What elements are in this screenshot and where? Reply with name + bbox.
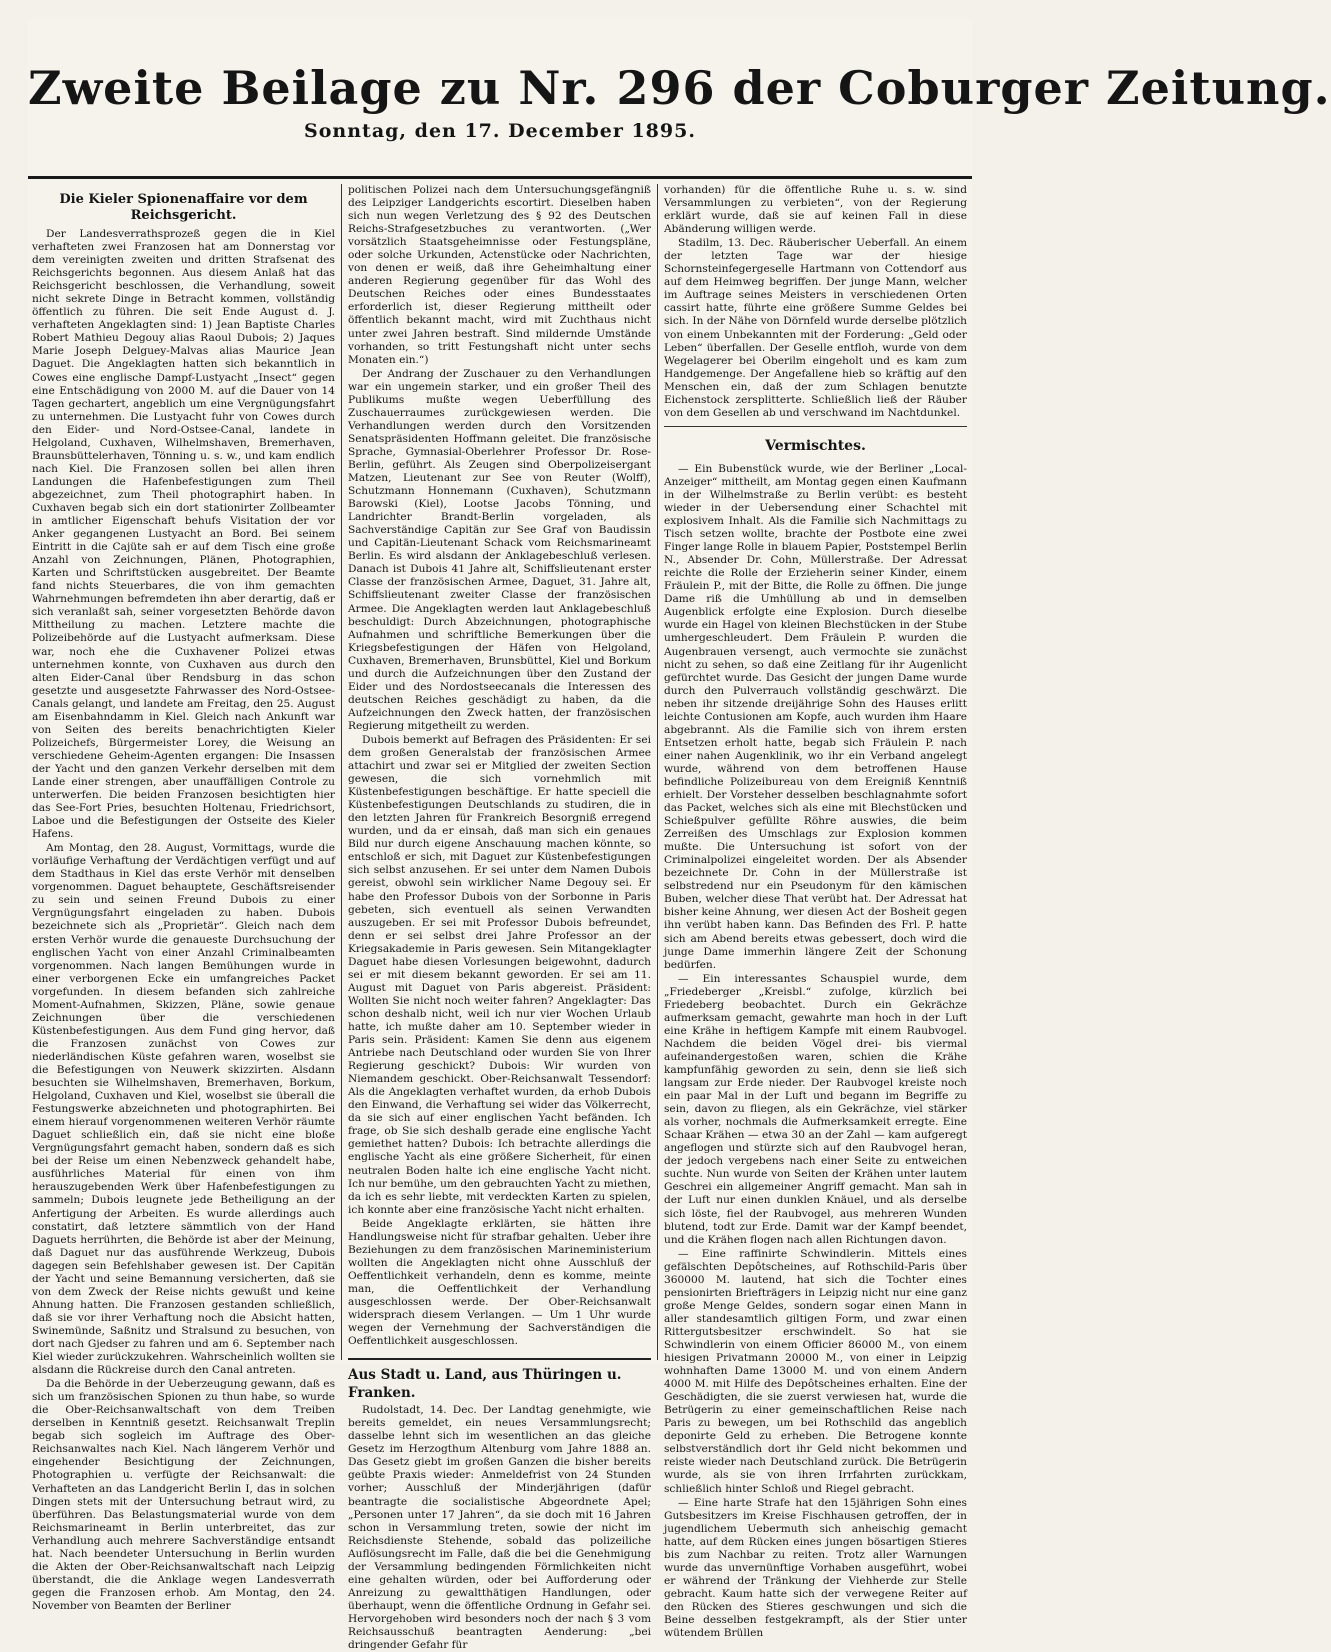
section-heading-regional: Aus Stadt u. Land, aus Thüringen u. Franken. (348, 1358, 651, 1402)
article-paragraph: Der Landesverrathsprozeß gegen die in Kiel verhafteten zwei Franzosen hat am Donnerstag vor dem vereinigten zweiten und dritten Strafsenat des Reichsgerichts begonnen. Aus diesem Anlaß hat das Reichsgericht beschlossen, die Verhandlung, soweit nicht sekrete Dinge in Betracht kommen, vollständig öffentlich zu führen. Die seit Ende August d. J. verhafteten Angeklagten sind: 1) Jean Baptiste Charles Robert Mathieu Degouy alias Raoul Dubois; 2) Jaques Marie Joseph Delguey-Malvas alias Maurice Jean Daguet. Die Angeklagten hatten sich bekanntlich in Cowes eine englische Dampf-Lustyacht „Insect“ gegen eine Entschädigung von 2000 M. auf die Dauer von 14 Tagen gechartert, angeblich um eine Vergnügungsfahrt zu unternehmen. Die Lustyacht fuhr von Cowes durch den Eider- und Nord-Ostsee-Canal, landete in Helgoland, Cuxhaven, Wilhelmshaven, Bremerhaven, Braunsbüttelerhaven, Tönning u. s. w., und kam endlich nach Kiel. Die Franzosen sollen bei allen ihren Landungen die Hafenbefestigungen zum Theil abgezeichnet, zum Theil photographirt haben. In Cuxhaven begab sich ein dort stationirter Zollbeamter in amtlicher Eigenschaft behufs Visitation der vor Anker gegangenen Lustyacht an Bord. Bei seinem Eintritt in die Cajüte sah er auf dem Tisch eine große Anzahl von Zeichnungen, Plänen, Photographien, Karten und Schriftstücken ausgebreitet. Der Beamte fand nichts Steuerbares, die von ihm gemachten Wahrnehmungen befremdeten ihn aber derartig, daß er sich veranlaßt sah, seiner vorgesetzten Behörde davon Mittheilung zu machen. Letztere machte die Polizeibehörde auf die Lustyacht aufmerksam. Diese war, noch ehe die Cuxhavener Polizei etwas unternehmen konnte, von Cuxhaven aus durch den alten Eider-Canal über Rendsburg in das schon gesetzte und ausgesetzte Fahrwasser des Nord-Ostsee-Canals gelangt, und landete am Freitag, den 25. August am Eisenbahndamm in Kiel. Gleich nach Ankunft war von Seiten des bereits benachrichtigten Kieler Polizeichefs, Bürgermeister Lorey, die Weisung an verschiedene Geheim-Agenten ergangen: Die Insassen der Yacht und den ganzen Verkehr derselben mit dem Lande einer strengen, aber unauffälligen Controle zu unterwerfen. Die beiden Franzosen besichtigten hier das See-Fort Pries, besuchten Holtenau, Friedrichsort, Laboe und die Befestigungen der Ostseite des Kieler Hafens. (32, 228, 335, 841)
article-paragraph: vorhanden) für die öffentliche Ruhe u. s. w. sind Versammlungen zu verbieten“, von der Regierung erklärt wurde, daß sie auf keinen Fall in diese Abänderung willigen werde. (664, 184, 967, 236)
article-paragraph: Da die Behörde in der Ueberzeugung gewann, daß es sich um französischen Spionen zu thun habe, so wurde die Ober-Reichsanwaltschaft von dem Treiben derselben in Kenntniß gesetzt. Reichsanwalt Treplin begab sich sogleich im Auftrage des Ober-Reichsanwaltes nach Kiel. Nach längerem Verhör und eingehender Besichtigung der Zeichnungen, Photographien u. verfügte der Reichsanwalt: die Verhafteten an das Landgericht Berlin I, das in solchen Dingen stets mit der Untersuchung betraut wird, zu überführen. Das Belastungsmaterial wurde von dem Reichsmarineamt in Berlin unterbreitet, das zur Verhandlung auch mehrere Sachverständige entsandt hat. Nach beendeter Untersuchung in Berlin wurden die Akten der Ober-Reichsanwaltschaft nach Leipzig überstandt, die die Anklage wegen Landesverrath gegen die Franzosen erhob. Am Montag, den 24. November von Beamten der Berliner (32, 1378, 335, 1612)
article-paragraph: Am Montag, den 28. August, Vormittags, wurde die vorläufige Verhaftung der Verdächtigen verfügt und auf dem Stadthaus in Kiel das erste Verhör mit denselben vorgenommen. Daguet behauptete, Geschäftsreisender zu sein und seinen Freund Dubois zu einer Vergnügungsfahrt eingeladen zu haben. Dubois bezeichnete sich als „Proprietär“. Gleich nach dem ersten Verhör wurde die genaueste Durchsuchung der englischen Yacht von einer Anzahl Criminalbeamten vorgenommen. Nach langen Bemühungen wurde in einer verborgenen Ecke ein umfangreiches Packet vorgefunden. In diesem befanden sich zahlreiche Moment-Aufnahmen, Skizzen, Pläne, sowie genaue Zeichnungen über die verschiedenen Küstenbefestigungen. Aus dem Fund ging hervor, daß die Franzosen zunächst von Cowes zur niederländischen Küste gefahren waren, woselbst sie die Befestigungen von Neuwerk skizzirten. Alsdann besuchten sie Wilhelmshaven, Bremerhaven, Borkum, Helgoland, Cuxhaven und Kiel, woselbst sie überall die Festungswerke abzeichneten und photographirten. Bei einem hierauf vorgenommenen weiteren Verhör räumte Daguet schließlich ein, daß sie nicht eine bloße Vergnügungsfahrt gemacht haben, sondern daß es sich bei der Reise um einen Nebenzweck gehandelt habe, ausführliches Material für einen von ihm herauszugebenden Werk über Hafenbefestigungen zu sammeln; Dubois leugnete jede Betheiligung an der Anfertigung der Arbeiten. Es wurde allerdings auch constatirt, daß letztere sämmtlich von der Hand Daguets herrührten, die Behörde ist aber der Meinung, daß Daguet nur das ausführende Werkzeug, Dubois dagegen sein Befehlshaber gewesen ist. Der Capitän der Yacht und seine Bemannung versicherten, daß sie von dem Zweck der Reise nichts gewußt und keine Ahnung hatten. Die Franzosen gestanden schließlich, daß sie vor ihrer Verhaftung noch die Absicht hatten, Swinemünde, Saßnitz und Stralsund zu besuchen, von dort nach Gjedser zu fahren und am 6. September nach Kiel wieder zurückzukehren. Wahrscheinlich wollten sie alsdann die Rückreise durch den Canal antreten. (32, 842, 335, 1377)
newspaper-page (28, 18, 1331, 1652)
article-paragraph: — Eine harte Strafe hat den 15jährigen Sohn eines Gutsbesitzers im Kreise Fischhausen getroffen, der in jugendlichem Uebermuth sich anheischig gemacht hatte, auf dem Rücken eines jungen bösartigen Stieres bis zum Nachbar zu reiten. Trotz aller Warnungen wurde das unvernünftige Vorhaben ausgeführt, wobei er während der Tränkung der Viehherde zur Stelle gebracht. Kaum hatte sich der verwegene Reiter auf den Rücken des Stieres geschwungen und sich die Beine desselben festgekrampft, als der Stier unter wütendem Brüllen (664, 1496, 967, 1640)
masthead-rule (28, 176, 972, 179)
issue-date: Sonntag, den 17. December 1895. (304, 120, 696, 142)
section-heading-miscellaneous: Vermischtes. (765, 437, 866, 454)
article-paragraph: Beide Angeklagte erklärten, sie hätten ihre Handlungsweise nicht für strafbar gehalten. Ueber ihre Beziehungen zu dem französischen Marineministerium wollten die Angeklagten nicht ohne Ausschluß der Oeffentlichkeit verhandeln, denn es komme, meinte man, die Oeffentlichkeit der Verhandlung ausgeschlossen werde. Der Ober-Reichsanwalt widersprach diesem Verlangen. — Um 1 Uhr wurde wegen der Vernehmung der Sachverständigen die Oeffentlichkeit ausgeschlossen. (348, 1217, 651, 1348)
column-1 (32, 184, 335, 1612)
article-paragraph: Der Andrang der Zuschauer zu den Verhandlungen war ein ungemein starker, und ein großer Theil des Publikums mußte wegen Ueberfüllung des Zuschauerraumes zurückgewiesen werden. Die Verhandlungen werden durch den Vorsitzenden Senatspräsidenten Hoffmann geleitet. Die französische Sprache, Gymnasial-Oberlehrer Professor Dr. Rose-Berlin, geführt. Als Zeugen sind Oberpolizeisergant Matzen, Lieutenant zur See von Reuter (Wolff), Schutzmann Honnemann (Cuxhaven), Schutzmann Barowski (Kiel), Lootse Jacobs Tönning, und Landrichter Brandt-Berlin vorgeladen, als Sachverständige Capitän zur See Graf von Baudissin und Capitän-Lieutenant Schack vom Reichsmarineamt Berlin. Es wird alsdann der Anklagebeschluß verlesen. Danach ist Dubois 41 Jahre alt, Schiffslieutenant erster Classe der französischen Armee, Daguet, 31. Jahre alt, Schiffslieutenant zweiter Classe der französischen Armee. Die Angeklagten werden laut Anklagebeschluß beschuldigt: Durch Abzeichnungen, photographische Aufnahmen und schriftliche Bemerkungen über die Kriegsbefestigungen der Häfen von Helgoland, Cuxhaven, Bremerhaven, Brunsbüttel, Kiel und Borkum und durch die Aufzeichnungen über den Zustand der Eider und des Nordostseecanals die Interessen des deutschen Reiches geschädigt zu haben, da die Aufzeichnungen den Zweck hatten, der französischen Regierung mitgetheilt zu werden. (348, 367, 651, 732)
masthead (28, 58, 1331, 148)
article-paragraph: — Ein Bubenstück wurde, wie der Berliner „Local-Anzeiger“ mittheilt, am Montag gegen einen Kaufmann in der Wilhelmstraße zu Berlin verübt: es besteht wieder in der Uebersendung einer Schachtel mit explosivem Inhalt. Als die Familie sich Nachmittags zu Tisch setzen wollte, brachte der Postbote eine zwei Finger lange Rolle in blauem Papier, Poststempel Berlin N., Absender Dr. Cohn, Müllerstraße. Der Adressat reichte die Rolle der Erzieherin seiner Kinder, einem Fräulein P., mit der Bitte, die Rolle zu öffnen. Die junge Dame riß die Umhüllung ab und in demselben Augenblick erfolgte eine Explosion. Durch dieselbe wurde ein Hagel von kleinen Blechstücken in der Stube umhergeschleudert. Dem Fräulein P. wurden die Augenbrauen versengt, auch vermochte sie zunächst nicht zu sehen, so daß eine Zeitlang für ihr Augenlicht gefürchtet wurde. Das Gesicht der jungen Dame wurde durch den Pulverrauch vollständig geschwärzt. Die neben ihr sitzende dreijährige Sohn des Hauses erlitt leichte Contusionen am Kopfe, auch wurden ihm Haare abgebrannt. Als die Familie sich von ihrem ersten Entsetzen erholt hatte, begab sich Fräulein P. nach einer nahen Augenklinik, wo ihr ein Verband angelegt wurde, während von dem betroffenen Hause befindliche Polizeibureau von dem Ereigniß Kenntniß erhielt. Der Vorsteher desselben beschlagnahmte sofort das Packet, welches sich als eine mit Blechstücken und Schießpulver gefüllte Röhre auswies, die beim Zerreißen des Umschlags zur Explosion kommen mußte. Die Untersuchung ist sofort von der Criminalpolizei eingeleitet worden. Der als Absender bezeichnete Dr. Cohn in der Müllerstraße ist selbstredend nur ein Pseudonym für den kämischen Buben, welcher diese That verübt hat. Der Adressat hat bisher keine Ahnung, wer diesen Act der Bosheit gegen ihn verübt haben kann. Das Befinden des Frl. P. hatte sich am Abend bereits etwas gebessert, doch wird die junge Dame immerhin längere Zeit der Schonung bedürfen. (664, 462, 967, 971)
article-paragraph: — Ein interessantes Schauspiel wurde, dem „Friedeberger „Kreisbl.“ zufolge, kürzlich bei Friedeberg beobachtet. Durch ein Gekrächze aufmerksam gemacht, gewahrte man hoch in der Luft eine Krähe in heftigem Kampfe mit einem Raubvogel. Nachdem die beiden Vögel drei- bis viermal aufeinandergestoßen waren, schien die Krähe kampfunfähig geworden zu sein, denn sie ließ sich langsam zur Erde nieder. Der Raubvogel kreiste noch ein paar Mal in der Luft und begann im Begriffe zu sein, davon zu fliegen, als ein Gekrächze, viel stärker als vorher, nochmals die Aufmerksamkeit erregte. Eine Schaar Krähen — etwa 30 an der Zahl — kam aufgeregt angeflogen und stürzte sich auf den Raubvogel heran, der jedoch vergebens nach einer Seite zu entweichen suchte. Nun wurde von Seiten der Krähen unter lautem Geschrei ein allgemeiner Angriff gemacht. Man sah in der Luft nur einen dunklen Knäuel, und als derselbe sich löste, fiel der Raubvogel, aus mehreren Wunden blutend, todt zur Erde. Damit war der Kampf beendet, und die Krähen flogen nach allen Richtungen davon. (664, 972, 967, 1246)
article-paragraph: Stadilm, 13. Dec. Räuberischer Ueberfall. An einem der letzten Tage war der hiesige Schornsteinfegergeselle Hartmann von Cottendorf aus auf dem Heimweg begriffen. Der junge Mann, welcher im Auftrage seines Meisters in verschiedenen Orten cassirt hatte, führte eine größere Summe Geldes bei sich. In der Nähe von Dörnfeld wurde derselbe plötzlich von einem Unbekannten mit der Forderung: „Geld oder Leben“ überfallen. Der Geselle entfloh, wurde von dem Wegelagerer bei Oberilm eingeholt und es kam zum Handgemenge. Der Angefallene hieb so kräftig auf den Menschen ein, daß der zum Schlagen benutzte Eichenstock zersplitterte. Schließlich ließ der Räuber von dem Gesellen ab und verschwand im Nachtdunkel. (664, 237, 967, 419)
section-divider (664, 426, 967, 427)
article-paragraph: politischen Polizei nach dem Untersuchungsgefängniß des Leipziger Landgerichts escortirt. Dieselben haben sich nun wegen Verletzung des § 92 des Deutschen Reichs-Strafgesetzbuches zu verantworten. („Wer vorsätzlich Staatsgeheimnisse oder Festungspläne, oder solche Urkunden, Actenstücke oder Nachrichten, von denen er weiß, daß ihre Geheimhaltung einer anderen Regierung gegenüber für das Wohl des Deutschen Reiches oder eines Bundesstaates erforderlich ist, dieser Regierung mittheilt oder öffentlich bekannt macht, wird mit Zuchthaus nicht unter zwei Jahren bestraft. Sind mildernde Umstände vorhanden, so tritt Festungshaft nicht unter sechs Monaten ein.“) (348, 184, 651, 366)
article-paragraph: Dubois bemerkt auf Befragen des Präsidenten: Er sei dem großen Generalstab der französischen Armee attachirt und zwar sei er Mitglied der zweiten Section gewesen, die sich vornehmlich mit Küstenbefestigungen beschäftige. Er hatte speciell die Küstenbefestigungen Deutschlands zu studiren, die in den letzten Jahren für Frankreich Besorgniß erregend wurden, und da er einsah, daß man sich ein genaues Bild nur durch eigene Anschauung machen könnte, so entschloß er sich, mit Daguet zur Küstenbefestigungen sich selbst anzusehen. Er sei unter dem Namen Dubois gereist, obwohl sein wirklicher Name Degouy sei. Er habe den Professor Dubois von der Sorbonne in Paris gebeten, sich eventuell als seinen Verwandten auszugeben. Er sei mit Professor Dubois befreundet, denn er sei selbst drei Jahre Professor an der Kriegsakademie in Paris gewesen. Sein Mitangeklagter Daguet habe diesen Vorlesungen beigewohnt, dadurch sei er mit diesem bekannt geworden. Er sei am 11. August mit Daguet von Paris abgereist. Präsident: Wollten Sie nicht noch weiter fahren? Angeklagter: Das schon deshalb nicht, weil ich nur vier Wochen Urlaub hatte, ich mußte daher am 10. September wieder in Paris sein. Präsident: Kamen Sie denn aus eigenem Antriebe nach Deutschland oder wurden Sie von Ihrer Regierung geschickt? Dubois: Wir wurden von Niemandem geschickt. Ober-Reichsanwalt Tessendorf: Als die Angeklagten verhaftet wurden, da erhob Dubois den Einwand, die Verhaftung sei wider das Völkerrecht, da sie sich auf einer englischen Yacht befänden. Ich frage, ob Sie sich deshalb gerade eine englische Yacht gemiethet hatten? Dubois: Ich betrachte allerdings die englische Yacht als eine größere Sicherheit, für einen neutralen Boden halte ich eine englische Yacht nicht. Ich nur bemühe, um den gebrauchten Yacht zu miethen, da ich es sehr liebte, mit verdeckten Karten zu spielen, ich konnte aber eine französische Yacht nicht erhalten. (348, 733, 651, 1216)
newspaper-title: Zweite Beilage zu Nr. 296 der Coburger Zeitung. (28, 61, 1331, 115)
article-paragraph: — Eine raffinirte Schwindlerin. Mittels eines gefälschten Depôtscheines, auf Rothschild-Paris über 360000 M. lautend, hat sich die Tochter eines pensionirten Briefträgers in Leipzig nicht nur eine ganz große Menge Geldes, sondern sogar einen Mann in aller standesamtlich giltigen Form, und zwar einen Rittergutsbesitzer erschwindelt. So hat sie Schwindlerin von einem Officier 86000 M., von einem hiesigen Privatmann 20000 M., von einer in Leipzig wohnhaften Dame 13000 M. und von einem Andern 4000 M. mit Hilfe des Depôtscheines erhalten. Eine der Geschädigten, die sie zuerst verwiesen hat, wurde die Betrügerin zu einer gemeinschaftlichen Reise nach Paris zu bewegen, um bei Rothschild das angeblich deponirte Geld zu erheben. Die Betrogene konnte selbstverständlich dort ihr Geld nicht bekommen und reiste wieder nach Deutschland zurück. Die Betrügerin wurde, als sie von ihren Irrfahrten zurückkam, schließlich hinter Schloß und Riegel gebracht. (664, 1247, 967, 1495)
article-paragraph: Rudolstadt, 14. Dec. Der Landtag genehmigte, wie bereits gemeldet, ein neues Versammlungsrecht; dasselbe lehnt sich im wesentlichen an das gleiche Gesetz im Herzogthum Altenburg vom Jahre 1888 an. Das Gesetz giebt im großen Ganzen die bisher bereits geübte Praxis wieder: Anmeldefrist von 24 Stunden vorher; Ausschluß der Minderjährigen (dafür beantragte die socialistische Abgeordnete Apel; „Personen unter 17 Jahren“, da sie doch mit 16 Jahren schon in Versammlung treten, sowie der nicht im Reichsdienste Stehende, sobald das polizeiliche Auflösungsrecht im Falle, daß die bei die Genehmigung der Versammlung bedingenden Förmlichkeiten nicht eine gehalten würden, oder bei Aufforderung oder Anreizung zu gewaltthätigen Handlungen, oder überhaupt, wenn die öffentliche Ordnung in Gefahr sei. Hervorgehoben wird besonders noch der nach § 3 vom Reichsausschuß beantragten Aenderung: „bei dringender Gefahr für (348, 1404, 651, 1652)
column-divider (657, 184, 658, 1360)
column-3 (664, 184, 967, 1640)
column-divider (341, 184, 342, 1360)
article-headline-spy-affair: Die Kieler Spionenaffaire vor dem Reichsgericht. (59, 192, 308, 223)
column-2 (348, 184, 651, 1652)
